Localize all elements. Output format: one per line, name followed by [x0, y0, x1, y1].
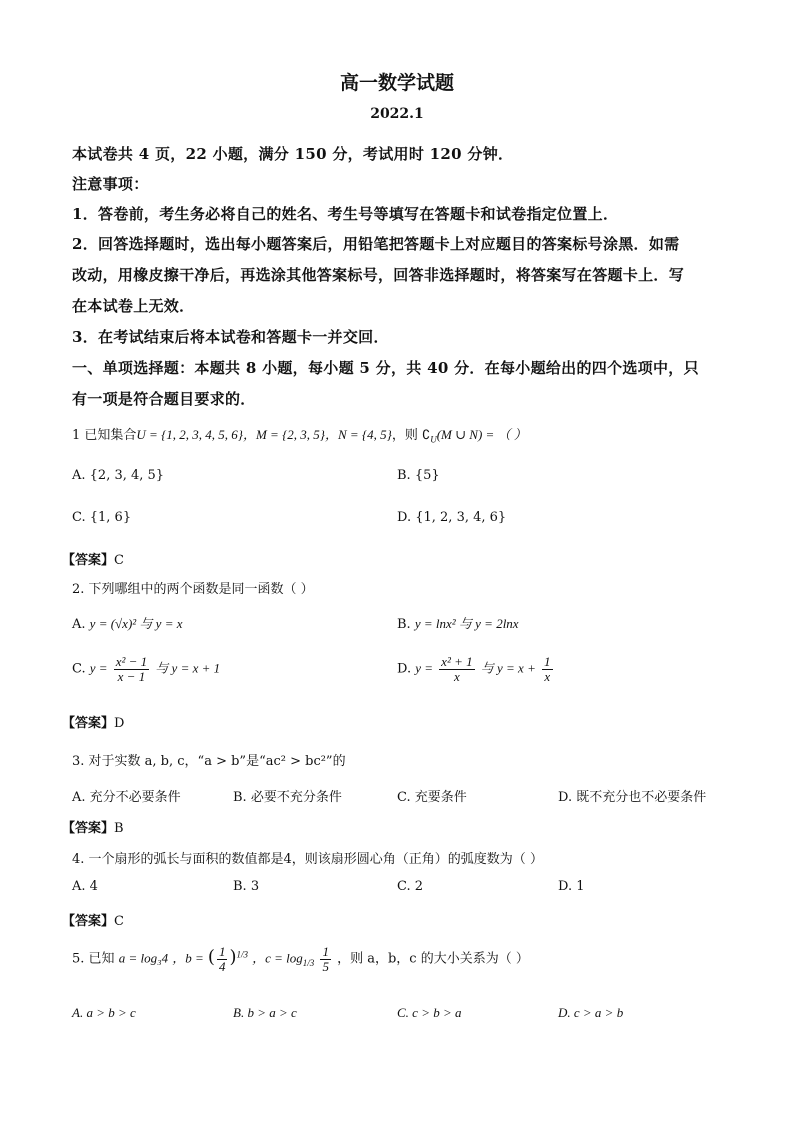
- question-1-option-a: A. {2, 3, 4, 5}: [72, 468, 165, 483]
- question-4-option-d: D. 1: [558, 879, 585, 894]
- exam-date: 2022.1: [370, 106, 424, 122]
- note-2-line-2: 改动，用橡皮擦干净后，再选涂其他答案标号，回答非选择题时，将答案写在答题卡上．写: [72, 266, 685, 284]
- question-2-option-b: B. y = lnx² 与 y = 2lnx: [397, 616, 519, 632]
- question-5-option-b: B. b > a > c: [233, 1005, 297, 1020]
- section-heading-line-1: 一、单项选择题：本题共 8 小题，每小题 5 分，共 40 分．在每小题给出的四个选项中，只: [72, 359, 699, 377]
- question-1-option-b: B. {5}: [397, 468, 440, 483]
- question-1-option-d: D. {1, 2, 3, 4, 6}: [397, 510, 507, 525]
- question-3-option-b: B. 必要不充分条件: [233, 790, 342, 805]
- question-5-stem: 5. 已知 a = log₃4 ，b = ( $\frac{1}{4}$ )$^{1/3}$ ，$c = \log_{1/3}$ $\frac{1}{5}$ ，则 a，b，c 的大小关系为（ ）: [72, 944, 529, 974]
- question-1-stem: 1 已知集合U = {1, 2, 3, 4, 5, 6}，M = {2, 3, 5}，N = {4, 5}，则 $∁_U(M$ ∪ N) = （ ）: [72, 427, 527, 445]
- question-4-option-b: B. 3: [233, 879, 260, 894]
- question-3-option-c: C. 充要条件: [397, 790, 467, 805]
- exam-info: 本试卷共 4 页，22 小题，满分 150 分，考试用时 120 分钟．: [72, 145, 514, 163]
- notes-title: 注意事项：: [72, 175, 149, 193]
- question-5-option-a: A. a > b > c: [72, 1005, 136, 1020]
- question-1-option-c: C. {1, 6}: [72, 510, 132, 525]
- question-2-option-d: D. y = $\frac{\text{x² + 1}}{x}$ 与 y = x + $\frac{1}{x}$: [397, 654, 551, 684]
- section-heading-line-2: 有一项是符合题目要求的．: [72, 390, 256, 408]
- question-3-option-a: A. 充分不必要条件: [72, 790, 181, 805]
- question-1-answer: 【答案】C: [62, 553, 124, 568]
- question-3-option-d: D. 既不充分也不必要条件: [558, 790, 707, 805]
- question-5-option-d: D. c > a > b: [558, 1005, 624, 1020]
- question-3-stem: 3. 对于实数 a, b, c，“a > b”是“ac² > bc²”的: [72, 754, 346, 769]
- question-4-option-a: A. 4: [72, 879, 98, 894]
- question-3-answer: 【答案】B: [62, 821, 124, 836]
- question-2-stem: 2. 下列哪组中的两个函数是同一函数（ ）: [72, 582, 314, 597]
- question-4-stem: 4. 一个扇形的弧长与面积的数值都是4，则该扇形圆心角（正角）的弧度数为（ ）: [72, 852, 543, 867]
- question-2-option-a: A. y = (√x)² 与 y = x: [72, 616, 183, 632]
- note-2-line-1: 2．回答选择题时，选出每小题答案后，用铅笔把答题卡上对应题目的答案标号涂黑．如需: [72, 235, 680, 253]
- question-4-option-c: C. 2: [397, 879, 424, 894]
- question-2-answer: 【答案】D: [62, 716, 125, 731]
- note-1: 1．答卷前，考生务必将自己的姓名、考生号等填写在答题卡和试卷指定位置上．: [72, 205, 619, 223]
- note-2-line-3: 在本试卷上无效．: [72, 297, 195, 315]
- question-4-answer: 【答案】C: [62, 914, 124, 929]
- question-5-option-c: C. c > b > a: [397, 1005, 462, 1020]
- question-2-option-c: C. y = $\frac{\text{x² − 1}}{x - 1}$ 与 y = x + 1: [72, 654, 221, 684]
- page-title: 高一数学试题: [339, 72, 454, 94]
- note-3: 3．在考试结束后将本试卷和答题卡一并交回．: [72, 328, 389, 346]
